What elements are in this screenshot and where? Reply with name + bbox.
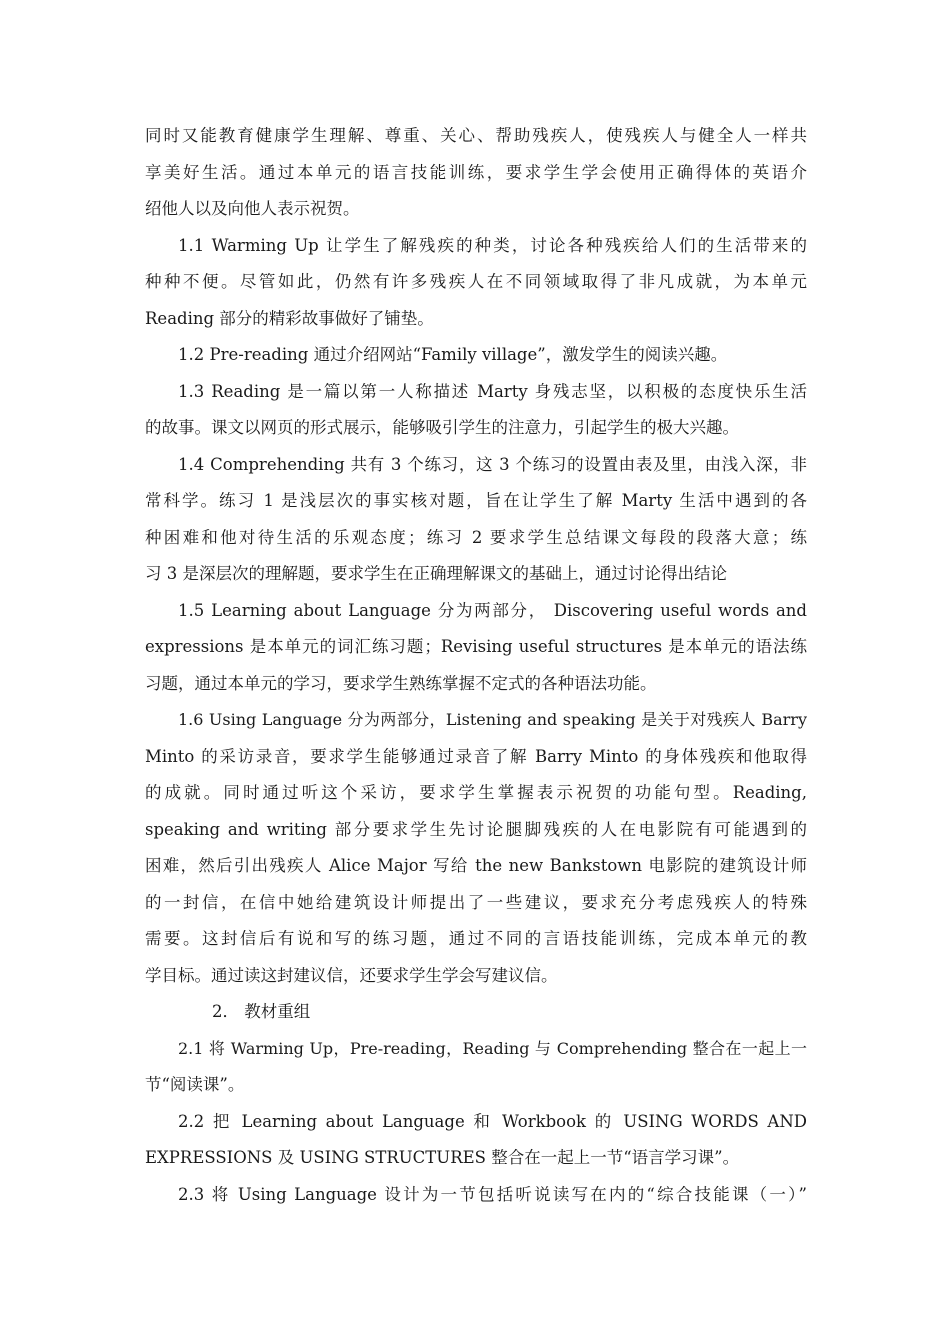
text-line: 1.3 Reading 是一篇以第一人称描述 Marty 身残志坚，以积极的态度快乐生活	[178, 381, 807, 401]
section-heading: 2． 教材重组	[212, 1002, 311, 1021]
text-line: Minto 的采访录音，要求学生能够通过录音了解 Barry Minto 的身体残疾和他取得	[145, 746, 807, 766]
text-line: speaking and writing 部分要求学生先讨论腿脚残疾的人在电影院有可能遇到的	[145, 819, 807, 839]
text-line: 1.4 Comprehending 共有 3 个练习，这 3 个练习的设置由表及里，由浅入深，非	[178, 454, 807, 474]
text-line: 困难，然后引出残疾人 Alice Major 写给 the new Bankstown 电影院的建筑设计师	[145, 856, 807, 875]
text-line: EXPRESSIONS 及 USING STRUCTURES 整合在一起上一节“语言学习课”。	[145, 1148, 740, 1167]
text-line: 同时又能教育健康学生理解、尊重、关心、帮助残疾人，使残疾人与健全人一样共	[145, 126, 807, 145]
text-line: 需要。这封信后有说和写的练习题，通过不同的言语技能训练，完成本单元的教	[145, 929, 807, 948]
text-line: 学目标。通过读这封建议信，还要求学生学会写建议信。	[145, 965, 558, 985]
text-line: 的成就。同时通过听这个采访，要求学生掌握表示祝贺的功能句型。Reading,	[145, 783, 807, 802]
text-line: 1.5 Learning about Language 分为两部分， Discovering useful words and	[178, 600, 807, 620]
text-line: 习题，通过本单元的学习，要求学生熟练掌握不定式的各种语法功能。	[145, 673, 657, 693]
text-line: 的一封信，在信中她给建筑设计师提出了一些建议，要求充分考虑残疾人的特殊	[145, 892, 807, 912]
text-line: 2.1 将 Warming Up，Pre-reading，Reading 与 Comprehending 整合在一起上一	[178, 1038, 807, 1058]
text-line: 绍他人以及向他人表示祝贺。	[145, 199, 360, 218]
text-line: 1.1 Warming Up 让学生了解残疾的种类，讨论各种残疾给人们的生活带来的	[178, 235, 807, 255]
text-line: 1.6 Using Language 分为两部分，Listening and speaking 是关于对残疾人 Barry	[178, 710, 807, 729]
text-line: 1.2 Pre-reading 通过介绍网站“Family village”，激发学生的阅读兴趣。	[178, 345, 728, 364]
text-line: 享美好生活。通过本单元的语言技能训练，要求学生学会使用正确得体的英语介	[145, 162, 807, 182]
text-line: expressions 是本单元的词汇练习题；Revising useful structures 是本单元的语法练	[145, 637, 807, 656]
text-line: 的故事。课文以网页的形式展示，能够吸引学生的注意力，引起学生的极大兴趣。	[145, 418, 739, 437]
text-line: 2.3 将 Using Language 设计为一节包括听说读写在内的“综合技能课（一）”	[178, 1184, 807, 1204]
text-line: 2.2 把 Learning about Language 和 Workbook 的 USING WORDS AND	[178, 1111, 807, 1131]
text-line: 种困难和他对待生活的乐观态度；练习 2 要求学生总结课文每段的段落大意；练	[145, 527, 807, 547]
document-body	[145, 118, 807, 1213]
text-line: 习 3 是深层次的理解题，要求学生在正确理解课文的基础上，通过讨论得出结论	[145, 564, 727, 583]
text-line: 节“阅读课”。	[145, 1075, 245, 1094]
text-line: Reading 部分的精彩故事做好了铺垫。	[145, 308, 434, 328]
text-line: 种种不便。尽管如此，仍然有许多残疾人在不同领域取得了非凡成就，为本单元	[145, 272, 807, 291]
text-line: 常科学。练习 1 是浅层次的事实核对题，旨在让学生了解 Marty 生活中遇到的各	[145, 491, 807, 510]
